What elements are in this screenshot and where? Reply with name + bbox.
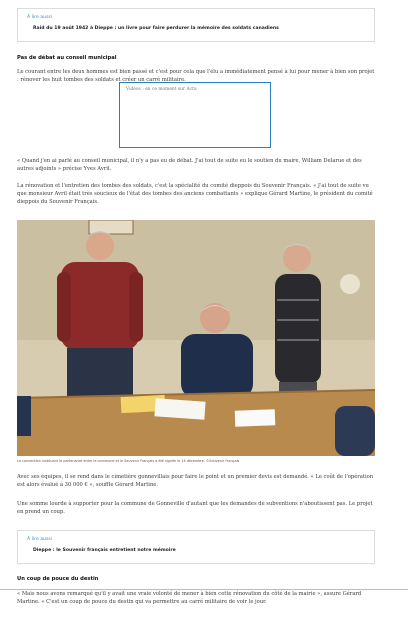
paragraph: Avec ses équipes, il se rend dans le cimetière gonnevillais pour faire le point et un premier devis est demandé. « Le coût de l'opération est alors évalué à 30 000 € », souffle Gérard Martine.: [17, 474, 374, 489]
paragraph: Une somme lourde à supporter pour la commune de Gonneville d'autant que les demandes de subventions n'aboutissent pas. Le projet en prend un coup.: [17, 501, 373, 516]
video-embed[interactable]: [119, 82, 271, 148]
paragraph: « Mais nous avons remarqué qu'il y avait une vraie volonté de mener à bien cette rénovation du côté de la mairie », assure Gérard Martine. « C'est un coup de pouce du destin qui va permettre au carré militaire de voir le jour.: [17, 591, 362, 606]
paragraph: « Quand j'en ai parlé au conseil municipal, il n'y a pas eu de débat. J'ai tout de suite eu le soutien du maire, William Delarue et des autres adjoints » précise Yves Avril.: [17, 158, 362, 173]
related-article-card[interactable]: [17, 530, 375, 564]
related-article-link[interactable]: Dieppe : le Souvenir français entretient notre mémoire: [33, 548, 176, 553]
paragraph: Le courant entre les deux hommes est bien passé et c'est pour cela que l'élu a immédiatement pensé à lui pour mener à bien son projet : rénover les huit tombes des soldats et créer un carré militaire.: [17, 69, 375, 84]
article: [17, 8, 375, 84]
photo-caption: La convention instituant le partenariat entre la commune et le Souvenir Français a été signée le 14 décembre. ©Souvenir Français: [17, 459, 240, 463]
related-article-card[interactable]: [17, 8, 375, 42]
photo-illustration: [17, 220, 375, 456]
related-kicker: À lire aussi: [27, 537, 53, 542]
related-kicker: À lire aussi: [27, 15, 53, 20]
paragraph: La rénovation et l'entretien des tombes des soldats, c'est la spécialité du comité dieppois du Souvenir Français. « J'ai tout de suite vu que monsieur Avril était très soucieux de l'état des tombes des anciens combattants » explique Gérard Martine, le président du comité dieppois du Souvenir Français.: [17, 183, 373, 206]
video-label: Vidéos : en ce moment sur Actu: [126, 87, 197, 92]
related-article-link[interactable]: Raid du 19 août 1942 à Dieppe : un livre pour faire perdurer la mémoire des soldats canadiens: [33, 26, 279, 31]
section-heading: Un coup de pouce du destin: [17, 576, 99, 582]
section-heading: Pas de débat au conseil municipal: [17, 55, 117, 61]
article-photo: [17, 220, 375, 456]
